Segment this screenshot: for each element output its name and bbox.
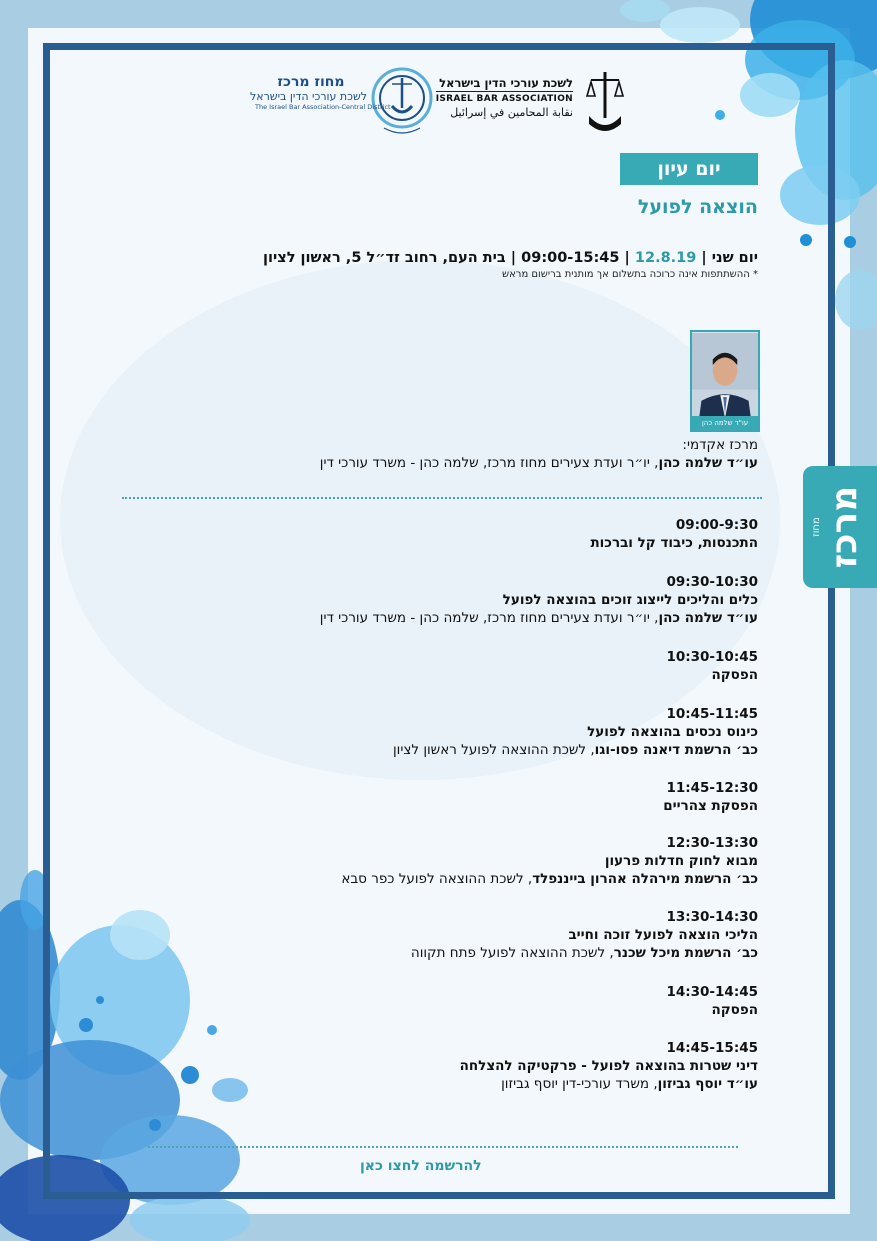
- schedule-time: 10:45-11:45: [666, 706, 758, 722]
- event-title: הוצאה לפועל: [637, 196, 758, 218]
- schedule-title: מבוא לחוק חדלות פרעון: [604, 853, 758, 869]
- event-date-line: [263, 250, 758, 266]
- registration-note: * ההשתתפות אינה כרוכה בתשלום אך מותנית ברישום מראש: [502, 269, 758, 280]
- speaker-name: כב׳ הרשמת מיכל שכנר: [613, 945, 758, 961]
- central-district-title: מחוז מרכז: [277, 74, 345, 90]
- dotted-divider: [148, 1146, 738, 1148]
- coordinator-person: [320, 455, 758, 471]
- schedule-item: [666, 983, 758, 1019]
- coordinator-label: מרכז אקדמי:: [682, 437, 758, 453]
- side-tab-text: [803, 466, 877, 588]
- schedule-speaker: [393, 741, 758, 759]
- iba-hebrew-name: לשכת עורכי הדין בישראל: [439, 76, 573, 90]
- central-seal-logo: [370, 66, 434, 138]
- speaker-name: כב׳ הרשמת מירהלה אהרון בייננפלד: [532, 871, 758, 887]
- schedule-time: 14:30-14:45: [666, 984, 758, 1000]
- speaker-details: , לשכת ההוצאה לפועל כפר סבא: [341, 871, 533, 887]
- event-type-badge: יום עיון: [620, 153, 758, 185]
- separator: |: [619, 250, 635, 266]
- schedule-title: התכנסות, כיבוד קל וברכות: [590, 535, 758, 551]
- photo-caption: עו"ד שלמה כהן: [692, 416, 758, 430]
- event-time-location: 09:00-15:45 | בית העם, רחוב זד״ל 5, ראשון לציון: [263, 250, 620, 266]
- speaker-details: , לשכת ההוצאה לפועל פתח תקווה: [410, 945, 614, 961]
- schedule-title: הפסקה: [711, 1002, 758, 1018]
- schedule-title: כינוס נכסים בהוצאה לפועל: [587, 724, 758, 740]
- schedule-time: 10:30-10:45: [666, 649, 758, 665]
- iba-arabic-name: نقابة المحامين في إسرائيل: [450, 106, 573, 119]
- coordinator-name: עו״ד שלמה כהן: [658, 455, 758, 471]
- central-district-subtitle: לשכת עורכי הדין בישראל: [249, 90, 367, 103]
- central-district-logo: [249, 74, 391, 124]
- schedule-speaker: [320, 609, 758, 627]
- iba-english-name: ISRAEL BAR ASSOCIATION: [436, 91, 573, 104]
- speaker-details: , משרד עורכי-דין יוסף גביזון: [501, 1076, 658, 1092]
- schedule-title: כלים והליכים לייצוג זוכים בהוצאה לפועל: [502, 592, 758, 608]
- central-district-english: The Israel Bar Association-Central District: [255, 103, 391, 111]
- side-tab-small: מחוז: [811, 517, 822, 537]
- event-date: 12.8.19: [634, 250, 697, 266]
- schedule-item: [341, 834, 758, 888]
- schedule-time: 11:45-12:30: [666, 780, 758, 796]
- schedule-item: [590, 516, 758, 552]
- schedule-speaker: [411, 944, 758, 962]
- speaker-name: עו״ד שלמה כהן: [658, 610, 758, 626]
- speaker-details: , יו״ר ועדת צעירים מחוז מרכז, שלמה כהן - משרד עורכי דין: [319, 610, 659, 626]
- scales-icon: [585, 68, 625, 134]
- schedule-time: 09:00-9:30: [675, 517, 758, 533]
- schedule-item: [411, 908, 758, 962]
- schedule-time: 12:30-13:30: [666, 835, 758, 851]
- israel-bar-association-logo: [435, 66, 625, 138]
- schedule-speaker: [460, 1075, 758, 1093]
- schedule-title: הפסקת צהריים: [663, 798, 758, 814]
- separator: |: [696, 250, 712, 266]
- schedule-title: דיני שטרות בהוצאה לפועל - פרקטיקה להצלחה: [459, 1058, 758, 1074]
- event-day: יום שני: [711, 250, 758, 266]
- schedule-title: הפסקה: [711, 667, 758, 683]
- speaker-details: , לשכת ההוצאה לפועל ראשון לציון: [392, 742, 595, 758]
- central-district-side-tab: [803, 466, 877, 588]
- schedule-item: [666, 648, 758, 684]
- schedule-time: 13:30-14:30: [666, 909, 758, 925]
- schedule-item: [320, 573, 758, 627]
- schedule-time: 14:45-15:45: [666, 1040, 758, 1056]
- schedule-speaker: [341, 870, 758, 888]
- schedule-title: הליכי הוצאה לפועל זוכה וחייב: [568, 927, 758, 943]
- schedule-item: [460, 1039, 758, 1093]
- speaker-name: עו״ד יוסף גביזון: [657, 1076, 758, 1092]
- coordinator-details: , יו״ר ועדת צעירים מחוז מרכז, שלמה כהן - משרד עורכי דין: [319, 455, 659, 471]
- register-link[interactable]: להרשמה לחצו כאן: [360, 1158, 482, 1174]
- schedule-item: [393, 705, 758, 759]
- coordinator-photo: [690, 330, 760, 432]
- speaker-name: כב׳ הרשמת דיאנה פסו-וגו: [594, 742, 758, 758]
- schedule-time: 09:30-10:30: [666, 574, 758, 590]
- side-tab-big: מרכז: [824, 485, 865, 569]
- dotted-divider: [122, 497, 762, 499]
- schedule-item: [663, 779, 758, 815]
